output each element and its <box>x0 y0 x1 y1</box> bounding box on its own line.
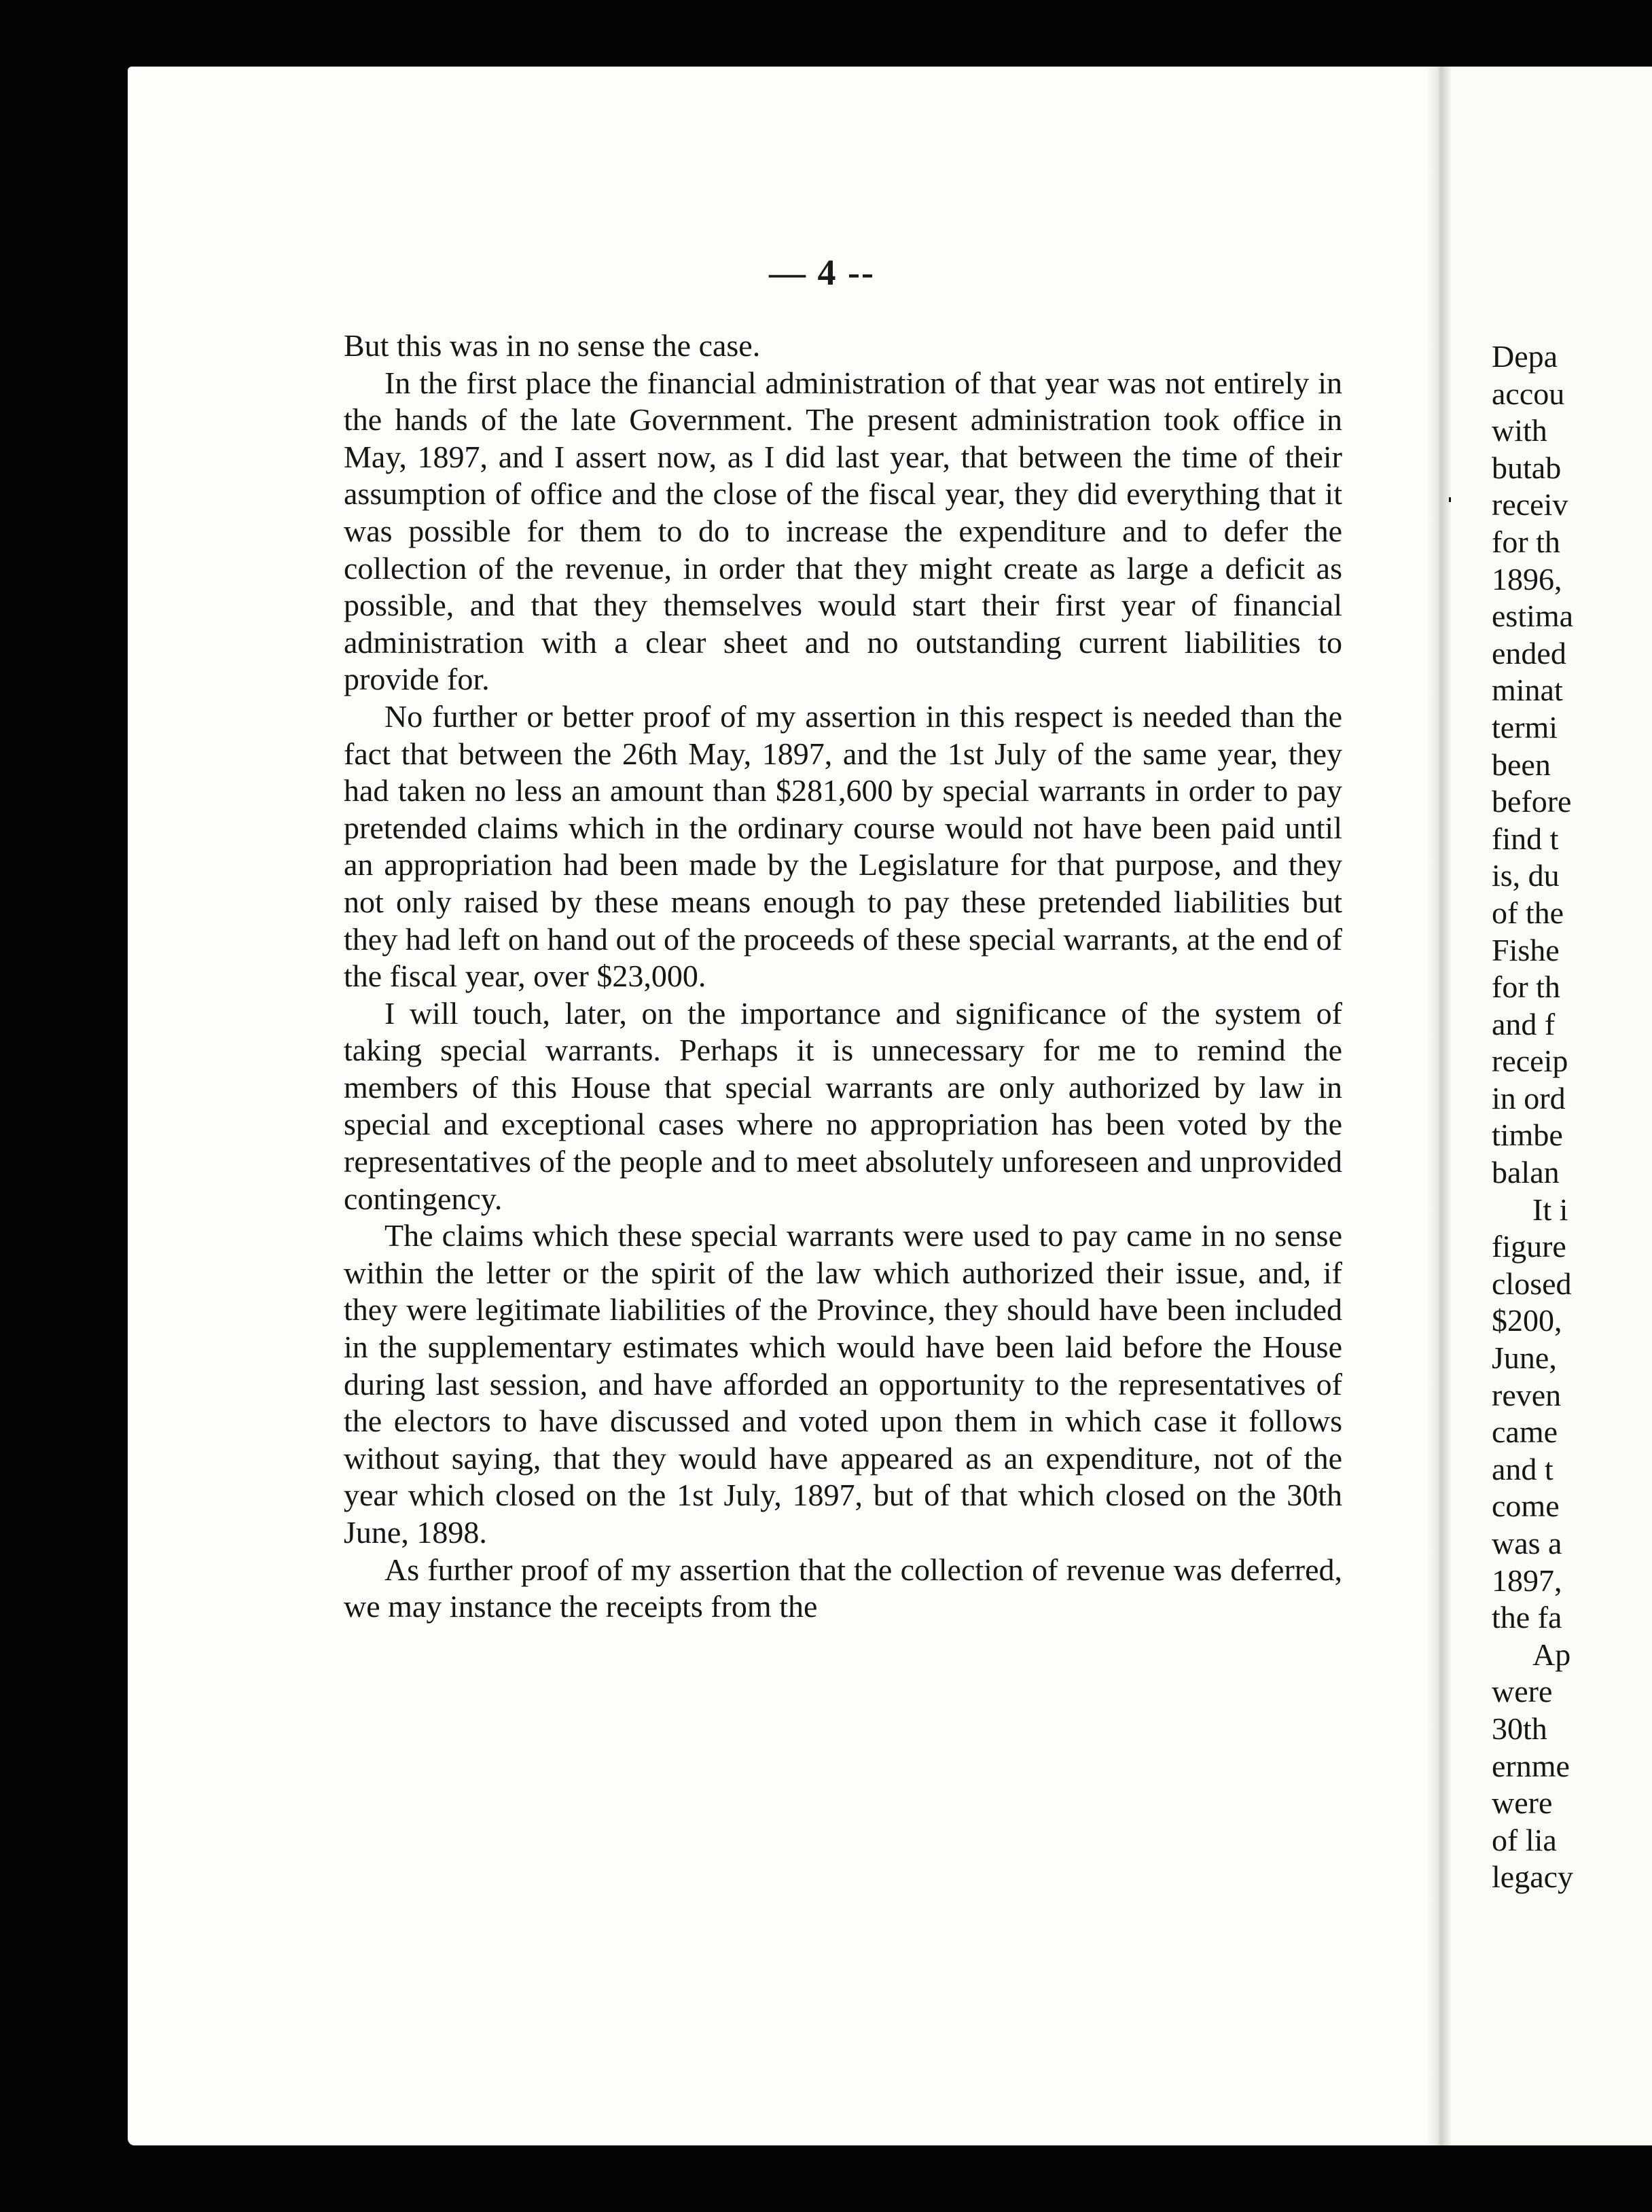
page-body-text <box>344 327 1342 1626</box>
paragraph: In the first place the financial administration of that year was not entirely in the hands of the late Government. The present administration took office in May, 1897, and I assert now, as I did last year, that between the time of their assumption of office and the close of the fiscal year, they did everything that it was possible for them to do to increase the expenditure and to defer the collection of the revenue, in order that they might create as large a deficit as possible, and that they themselves would start their first year of financial administration with a clear sheet and no outstanding current liabilities to provide for. <box>344 365 1342 697</box>
page-number: — 4 -- <box>769 252 875 293</box>
right-page-line-fragment: of lia <box>1492 1822 1557 1857</box>
right-page-line-fragment: $200, <box>1492 1303 1562 1338</box>
right-page-line-fragment: timbe <box>1492 1118 1563 1153</box>
page-gutter <box>1426 67 1451 2145</box>
right-page-line-fragment: and t <box>1492 1451 1554 1486</box>
right-page-line-fragment: figure <box>1492 1229 1566 1264</box>
right-page-line-fragment: for th <box>1492 524 1560 559</box>
right-page-line-fragment: been <box>1492 747 1551 782</box>
right-page-line-fragment: the fa <box>1492 1600 1562 1635</box>
right-page-line-fragment: balan <box>1492 1155 1560 1190</box>
right-page-line-fragment: It i <box>1532 1192 1568 1227</box>
right-page-line-fragment: is, du <box>1492 858 1560 893</box>
right-page-line-fragment: come <box>1492 1488 1560 1524</box>
right-page-line-fragment: receiv <box>1492 487 1568 522</box>
right-page-line-fragment: closed <box>1492 1266 1572 1301</box>
right-page-line-fragment: were <box>1492 1674 1553 1709</box>
right-page-line-fragment: accou <box>1492 376 1565 411</box>
right-page-line-fragment: receip <box>1492 1043 1568 1079</box>
right-page-line-fragment: 30th <box>1492 1711 1547 1746</box>
right-page-line-fragment: estima <box>1492 599 1574 634</box>
right-page-line-fragment: Ap <box>1532 1637 1571 1672</box>
right-page-line-fragment: Fishe <box>1492 932 1560 967</box>
right-page-line-fragment: and f <box>1492 1006 1556 1041</box>
right-page-line-fragment: termi <box>1492 709 1558 745</box>
paragraph: The claims which these special warrants were used to pay came in no sense within the letter or the spirit of the law which authorized their issue, and, if they were legitimate liabilities of the Province, they should have been included in the supplementary estimates which would have been laid before the House during last session, and have afforded an opportunity to the representatives of the electors to have discussed and voted upon them in which case it follows without saying, that they would have appeared as an expenditure, not of the year which closed on the 1st July, 1897, but of that which closed on the 30th June, 1898. <box>344 1218 1342 1550</box>
right-page-line-fragment: Depa <box>1492 339 1558 374</box>
right-page-line-fragment: 1896, <box>1492 561 1562 596</box>
right-page <box>1451 67 1652 2145</box>
right-page-line-fragment: reven <box>1492 1377 1562 1412</box>
right-page-line-fragment: was a <box>1492 1526 1562 1560</box>
right-page-line-fragment: ended <box>1492 635 1566 671</box>
right-page-line-fragment: for th <box>1492 969 1560 1005</box>
paragraph: But this was in no sense the case. <box>344 328 761 363</box>
right-page-line-fragment: in ord <box>1492 1080 1566 1116</box>
right-page-line-fragment: before <box>1492 784 1572 819</box>
paragraph: I will touch, later, on the importance and significance of the system of taking special warrants. Perhaps it is unnecessary for me to remind the members of this House that special warrants are only authorized by law in special and exceptional cases where no appropriation has been voted by the representatives of the people and to meet absolutely unforeseen and unprovided contingency. <box>344 995 1342 1216</box>
right-page-line-fragment: legacy <box>1492 1859 1574 1895</box>
right-page-line-fragment: June, <box>1492 1340 1557 1376</box>
right-page-text-fragments <box>1492 338 1652 1896</box>
right-page-line-fragment: with <box>1492 413 1547 448</box>
paragraph: As further proof of my assertion that the collection of revenue was deferred, we may instance the receipts from the <box>344 1552 1342 1624</box>
right-page-line-fragment: minat <box>1492 673 1563 708</box>
right-page-line-fragment: of the <box>1492 895 1564 930</box>
right-page-line-fragment: ernme <box>1492 1748 1570 1783</box>
right-page-line-fragment: find t <box>1492 821 1559 856</box>
right-page-line-fragment: 1897, <box>1492 1563 1562 1598</box>
right-page-line-fragment: were <box>1492 1785 1553 1821</box>
right-page-line-fragment: came <box>1492 1414 1558 1450</box>
right-page-line-fragment: butab <box>1492 450 1562 485</box>
paragraph: No further or better proof of my assertion in this respect is needed than the fact that between the 26th May, 1897, and the 1st July of the same year, they had taken no less an amount than $281,600 by special warrants in order to pay pretended claims which in the ordinary course would not have been paid until an appropriation had been made by the Legislature for that purpose, and they not only raised by these means enough to pay these pretended liabilities but they had left on hand out of the proceeds of these special warrants, at the end of the fiscal year, over $23,000. <box>344 698 1342 994</box>
